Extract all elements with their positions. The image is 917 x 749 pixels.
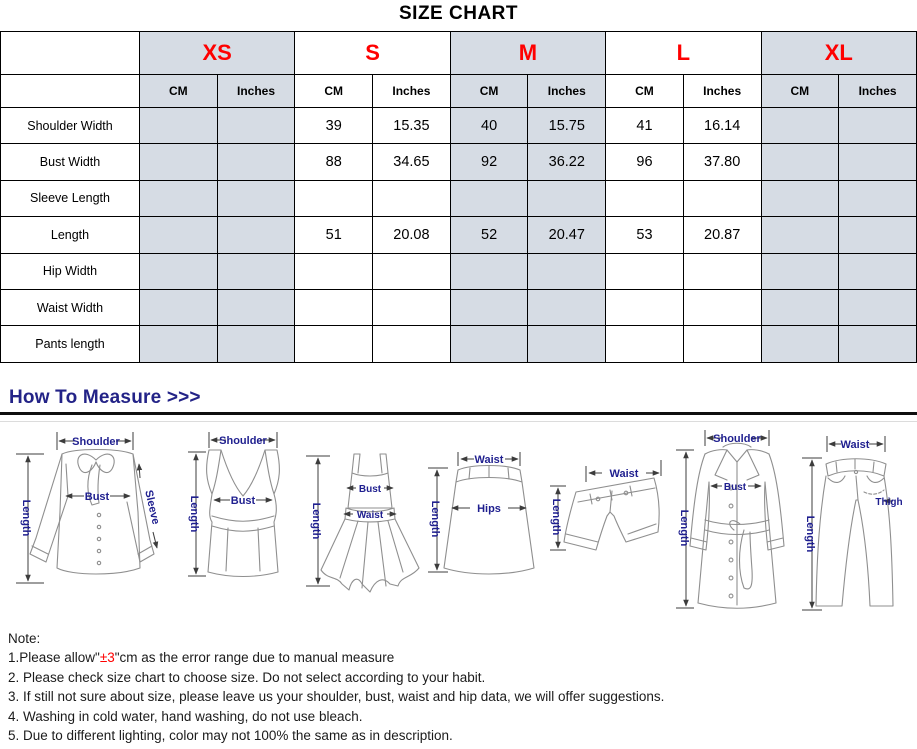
table-row	[1, 289, 917, 325]
value-cell: 36.22	[528, 144, 606, 180]
size-header-xs: XS	[140, 32, 295, 75]
value-cell: 96	[606, 144, 684, 180]
value-cell	[140, 144, 218, 180]
label-length: Length	[188, 495, 200, 533]
garment-outline	[321, 519, 419, 592]
garment-outline	[469, 466, 509, 479]
divider-rule	[0, 412, 917, 415]
value-cell	[373, 326, 451, 362]
label-sleeve: Sleeve	[142, 488, 162, 526]
garment-outline	[690, 454, 709, 550]
unit-header: CM	[450, 75, 528, 108]
garment-outline	[864, 490, 884, 494]
garment-detail	[97, 549, 100, 552]
note-line-5: 5. Due to different lighting, color may not 100% the same as in description.	[8, 728, 453, 744]
unit-header: Inches	[373, 75, 451, 108]
garment-outline	[352, 454, 360, 473]
value-cell	[373, 253, 451, 289]
garment-detail	[97, 525, 100, 528]
value-cell: 20.08	[373, 217, 451, 253]
garment-outline	[340, 521, 403, 588]
unit-header: CM	[761, 75, 839, 108]
value-cell: 15.75	[528, 108, 606, 144]
garment-outline	[836, 459, 874, 472]
size-header-xl: XL	[761, 32, 917, 75]
unit-header: CM	[606, 75, 684, 108]
garment-outline	[723, 443, 751, 462]
figure-dress	[306, 454, 419, 592]
table-row	[1, 144, 917, 180]
unit-header: Inches	[683, 75, 761, 108]
label-bust: Bust	[723, 482, 747, 493]
garment-detail	[729, 594, 733, 598]
value-cell	[839, 217, 917, 253]
value-cell	[528, 180, 606, 216]
table-row	[1, 108, 917, 144]
value-cell	[528, 253, 606, 289]
garment-outline	[78, 454, 114, 472]
measure-diagrams	[0, 420, 917, 626]
note-1-prefix: 1.Please allow"	[8, 650, 100, 666]
how-to-measure-heading: How To Measure >>>	[9, 387, 201, 408]
figure-coat	[676, 430, 784, 608]
note-1-error-range: ±3	[99, 650, 115, 666]
figure-tank-top	[188, 432, 279, 577]
size-header-s: S	[295, 32, 450, 75]
garment-outline	[816, 476, 893, 606]
value-cell	[839, 180, 917, 216]
garment-outline	[767, 538, 783, 542]
garment-detail	[596, 497, 600, 501]
garment-outline	[138, 546, 152, 554]
unit-header: Inches	[217, 75, 295, 108]
garment-detail	[729, 540, 733, 544]
note-line-1	[8, 648, 664, 667]
value-cell	[295, 180, 373, 216]
dimension-line	[153, 532, 157, 548]
row-label: Length	[1, 217, 140, 253]
note-line-3: 3. If still not sure about size, please leave us your shoulder, bust, waist and hip data, we will offer suggestions.	[8, 689, 665, 705]
garment-outline	[212, 516, 274, 531]
garment-detail	[729, 576, 733, 580]
label-shoulder: Shoulder	[219, 435, 267, 447]
garment-outline	[691, 538, 707, 542]
garment-outline	[765, 454, 784, 550]
size-table	[0, 31, 917, 363]
label-bust: Bust	[358, 484, 382, 495]
value-cell	[373, 289, 451, 325]
label-waist: Waist	[840, 439, 870, 451]
value-cell	[450, 253, 528, 289]
value-cell: 16.14	[683, 108, 761, 144]
value-cell	[217, 144, 295, 180]
value-cell	[683, 326, 761, 362]
figure-pants	[802, 436, 903, 610]
table-row	[1, 326, 917, 362]
figure-blouse	[16, 432, 162, 583]
page-title: SIZE CHART	[399, 3, 518, 24]
garment-detail	[854, 470, 857, 473]
table-row	[1, 180, 917, 216]
unit-header: Inches	[528, 75, 606, 108]
notes-heading: Note:	[8, 631, 41, 646]
garment-detail	[97, 537, 100, 540]
row-label: Bust Width	[1, 144, 140, 180]
value-cell	[606, 326, 684, 362]
value-cell	[140, 217, 218, 253]
table-row	[1, 253, 917, 289]
garment-detail	[97, 561, 100, 564]
label-length: Length	[678, 509, 690, 547]
garment-outline	[212, 450, 274, 494]
garment-outline	[444, 482, 534, 574]
row-label: Shoulder Width	[1, 108, 140, 144]
value-cell	[606, 253, 684, 289]
value-cell	[683, 289, 761, 325]
value-cell	[450, 326, 528, 362]
dimension-line	[139, 464, 140, 478]
label-waist: Waist	[609, 468, 639, 480]
value-cell: 20.87	[683, 217, 761, 253]
value-cell	[839, 144, 917, 180]
label-shoulder: Shoulder	[72, 436, 120, 448]
value-cell: 53	[606, 217, 684, 253]
value-cell	[140, 108, 218, 144]
size-header-l: L	[606, 32, 761, 75]
unit-header: CM	[140, 75, 218, 108]
value-cell: 51	[295, 217, 373, 253]
value-cell: 52	[450, 217, 528, 253]
garment-outline	[566, 524, 656, 542]
corner-cell	[1, 75, 140, 108]
label-waist: Waist	[474, 454, 504, 466]
unit-header: CM	[295, 75, 373, 108]
garment-outline	[57, 450, 140, 575]
value-cell	[839, 289, 917, 325]
value-cell	[761, 108, 839, 144]
value-cell	[140, 253, 218, 289]
size-header-m: M	[450, 32, 605, 75]
row-label: Sleeve Length	[1, 180, 140, 216]
label-length: Length	[550, 498, 562, 536]
value-cell	[450, 289, 528, 325]
label-thigh: Thigh	[875, 497, 903, 508]
value-cell: 88	[295, 144, 373, 180]
value-cell	[761, 217, 839, 253]
garment-outline	[226, 528, 260, 571]
value-cell	[761, 289, 839, 325]
value-cell	[140, 289, 218, 325]
row-label: Pants length	[1, 326, 140, 362]
value-cell	[761, 180, 839, 216]
garment-detail	[729, 504, 733, 508]
value-cell	[217, 289, 295, 325]
value-cell	[761, 144, 839, 180]
value-cell	[606, 289, 684, 325]
note-line-2: 2. Please check size chart to choose size. Do not select according to your habit.	[8, 669, 486, 685]
label-length: Length	[804, 515, 816, 553]
value-cell: 15.35	[373, 108, 451, 144]
value-cell: 92	[450, 144, 528, 180]
note-line-4: 4. Washing in cold water, hand washing, do not use bleach.	[8, 708, 363, 724]
value-cell	[761, 253, 839, 289]
garment-detail	[97, 513, 100, 516]
value-cell	[606, 180, 684, 216]
value-cell	[839, 253, 917, 289]
value-cell	[683, 253, 761, 289]
figure-shorts	[550, 460, 661, 550]
value-cell: 34.65	[373, 144, 451, 180]
value-cell	[217, 326, 295, 362]
value-cell	[683, 180, 761, 216]
garment-outline	[380, 454, 388, 473]
value-cell: 40	[450, 108, 528, 144]
figure-skirt	[428, 452, 534, 574]
value-cell	[217, 180, 295, 216]
label-length: Length	[429, 500, 441, 538]
value-cell	[217, 108, 295, 144]
value-cell	[217, 217, 295, 253]
garment-outline	[564, 478, 659, 550]
label-hips: Hips	[477, 503, 501, 515]
row-label: Hip Width	[1, 253, 140, 289]
garment-outline	[856, 476, 858, 500]
label-shoulder: Shoulder	[713, 433, 761, 445]
value-cell: 20.47	[528, 217, 606, 253]
label-bust: Bust	[84, 491, 110, 503]
note-1-suffix: "cm as the error range due to manual measure	[114, 650, 395, 666]
corner-cell	[1, 32, 140, 75]
label-length: Length	[310, 502, 322, 540]
row-label: Waist Width	[1, 289, 140, 325]
value-cell	[450, 180, 528, 216]
label-length: Length	[20, 499, 32, 537]
value-cell	[295, 289, 373, 325]
label-waist: Waist	[356, 510, 384, 521]
garment-outline	[32, 546, 48, 554]
value-cell	[295, 326, 373, 362]
value-cell	[839, 108, 917, 144]
garment-outline	[30, 454, 68, 562]
value-cell	[217, 253, 295, 289]
value-cell	[140, 180, 218, 216]
how-to-measure-figures	[0, 420, 917, 626]
value-cell	[295, 253, 373, 289]
unit-header: Inches	[839, 75, 917, 108]
value-cell	[839, 326, 917, 362]
value-cell	[528, 289, 606, 325]
value-cell	[140, 326, 218, 362]
value-cell: 39	[295, 108, 373, 144]
garment-outline	[705, 450, 769, 454]
label-bust: Bust	[230, 495, 256, 507]
value-cell: 41	[606, 108, 684, 144]
value-cell	[528, 326, 606, 362]
value-cell	[373, 180, 451, 216]
notes-section	[8, 629, 664, 745]
value-cell: 37.80	[683, 144, 761, 180]
value-cell	[761, 326, 839, 362]
garment-detail	[729, 558, 733, 562]
table-row	[1, 217, 917, 253]
